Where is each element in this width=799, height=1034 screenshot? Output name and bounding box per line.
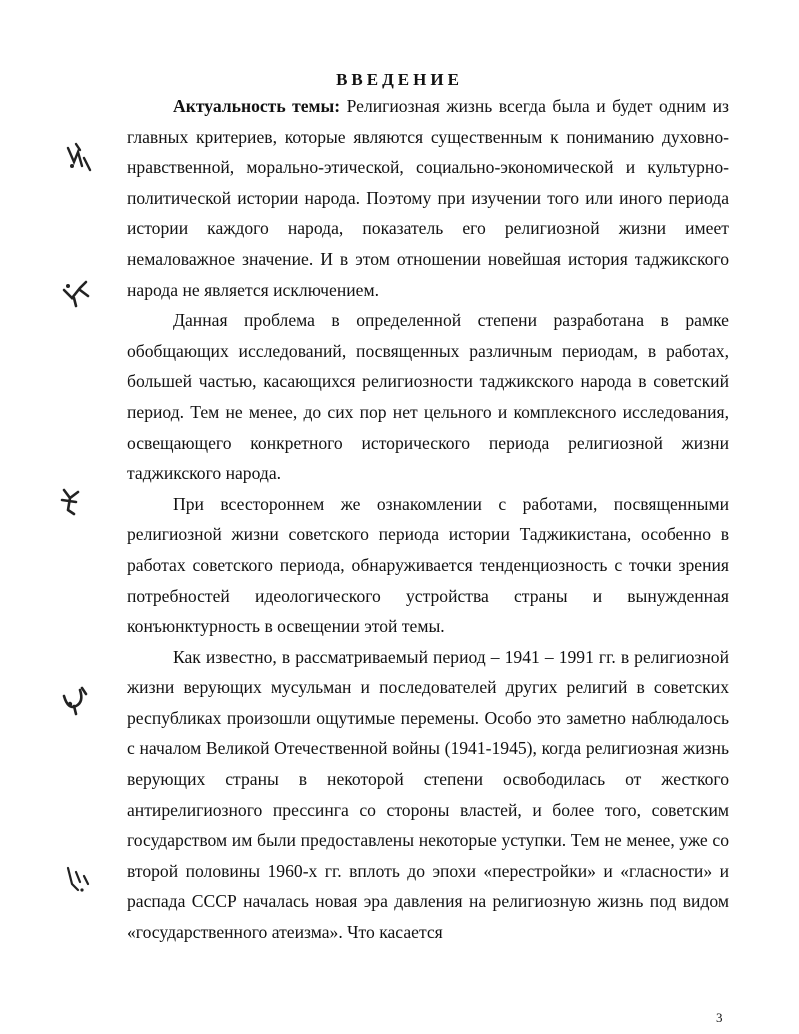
scan-mark-glyph-icon (58, 684, 92, 718)
margin-scan-mark (60, 862, 94, 896)
paragraph-3: При всестороннем же ознакомлении с работами, посвященными религиозной жизни советского периода истории Таджикистана, особенно в работах советского периода, обнаруживается тенденциозность с точки зрения потребностей идеологического устройства страны и вынужденная конъюнктурность в освещении этой темы. (127, 493, 729, 637)
scan-mark-glyph-icon (62, 140, 96, 174)
page-number: 3 (716, 1010, 723, 1025)
body-text (127, 91, 729, 948)
page-title: ВВЕДЕНИЕ (336, 70, 463, 89)
paragraph-2: Данная проблема в определенной степени разработана в рамке обобщающих исследований, посвященных различным периодам, в работах, большей частью, касающихся религиозности таджикского народа в советский период. Тем не менее, до сих пор нет цельного и комплексного исследования, освещающего конкретного исторического периода религиозной жизни таджикского народа. (127, 310, 729, 484)
scan-mark-glyph-icon (60, 862, 94, 896)
paragraph-1 (127, 91, 729, 305)
margin-scan-mark (60, 276, 94, 310)
scan-mark-glyph-icon (54, 484, 88, 518)
scan-mark-glyph-icon (60, 276, 94, 310)
margin-scan-mark (62, 140, 96, 174)
margin-scan-mark (54, 484, 88, 518)
margin-scan-mark (58, 684, 92, 718)
paragraph-4: Как известно, в рассматриваемый период – 1941 – 1991 гг. в религиозной жизни верующих мусульман и последователей других религий в советских республиках произошли ощутимые перемены. Особо это заметно наблюдалось с началом Великой Отечественной войны (1941-1945), когда религиозная жизнь верующих страны в некоторой степени освободилась от жесткого антирелигиозного прессинга со стороны властей, и более того, советским государством им были предоставлены некоторые уступки. Тем не менее, уже со второй половины 1960-х гг. вплоть до эпохи «перестройки» и «гласности» и распада СССР началась новая эра давления на религиозную жизнь под видом «государственного атеизма». Что касается (127, 646, 729, 943)
paragraph-lead: Актуальность темы: (173, 96, 341, 116)
paragraph-text: Религиозная жизнь всегда была и будет одним из главных критериев, которые являются существенным к пониманию духовно-нравственной, морально-этической, социально-экономической и культурно-политической истории народа. Поэтому при изучении того или иного периода истории каждого народа, показатель его религиозной жизни имеет немаловажное значение. И в этом отношении новейшая история таджикского народа не является исключением. (127, 96, 729, 300)
